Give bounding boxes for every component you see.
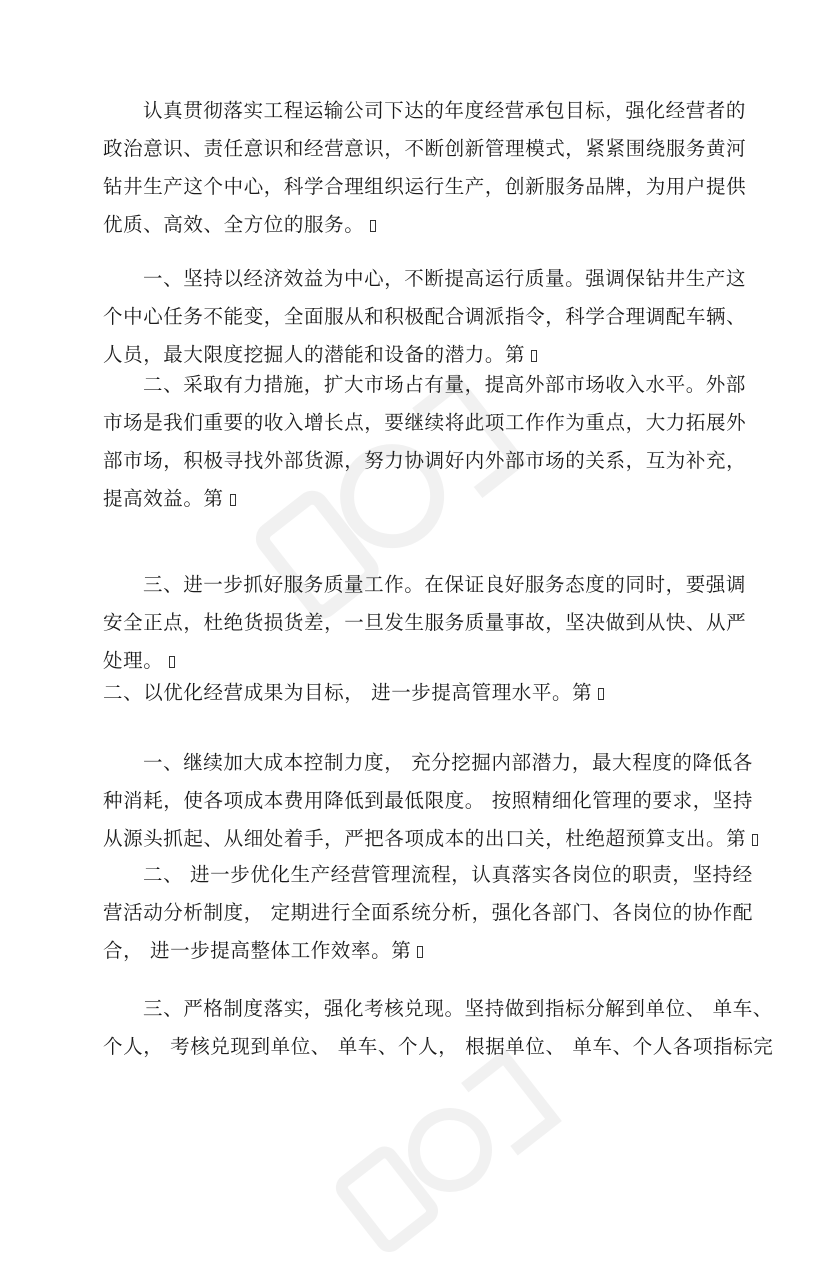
paragraph-1 xyxy=(103,92,747,244)
paragraph-7 xyxy=(103,856,753,970)
paragraph-line: 钻井生产这个中心，科学合理组织运行生产，创新服务品牌，为用户提供 xyxy=(103,175,747,198)
paragraph-line: 一、坚持以经济效益为中心，不断提高运行质量。强调保钻井生产这 xyxy=(143,267,747,290)
paragraph-line: 三、进一步抓好服务质量工作。在保证良好服务态度的同时，要强调 xyxy=(143,573,747,596)
paragraph-mark-icon xyxy=(417,946,423,958)
paragraph-line: 提高效益。第 xyxy=(103,480,743,518)
paragraph-line: 安全正点，杜绝货损货差，一旦发生服务质量事故，坚决做到从快、从严 xyxy=(103,611,747,634)
paragraph-line: 三、严格制度落实，强化考核兑现。坚持做到指标分解到单位、 单车、 xyxy=(143,997,773,1020)
paragraph-line: 种消耗，使各项成本费用降低到最低限度。 按照精细化管理的要求，坚持 xyxy=(103,789,753,812)
paragraph-3 xyxy=(103,366,747,518)
paragraph-8 xyxy=(103,990,774,1066)
paragraph-2 xyxy=(103,260,747,374)
paragraph-line: 处理。 xyxy=(103,642,743,680)
paragraph-mark-icon xyxy=(531,350,537,362)
paragraph-line: 合， 进一步提高整体工作效率。第 xyxy=(103,932,743,970)
paragraph-line: 从源头抓起、从细处着手，严把各项成本的出口关，杜绝超预算支出。第 xyxy=(103,820,743,858)
paragraph-line: 二、以优化经营成果为目标， 进一步提高管理水平。第 xyxy=(103,674,743,712)
paragraph-6 xyxy=(103,744,753,858)
section-heading xyxy=(103,674,743,712)
paragraph-line: 政治意识、责任意识和经营意识，不断创新管理模式，紧紧围绕服务黄河 xyxy=(103,137,747,160)
paragraph-line: 优质、高效、全方位的服务。 xyxy=(103,206,743,244)
paragraph-mark-icon xyxy=(230,494,236,506)
paragraph-line: 二、采取有力措施，扩大市场占有量，提高外部市场收入水平。外部 xyxy=(143,373,747,396)
paragraph-line: 个人， 考核兑现到单位、 单车、个人， 根据单位、 单车、个人各项指标完 xyxy=(103,1035,774,1058)
paragraph-line: 部市场，积极寻找外部货源，努力协调好内外部市场的关系，互为补充， xyxy=(103,449,747,472)
paragraph-line: 个中心任务不能变，全面服从和积极配合调派指令，科学合理调配车辆、 xyxy=(103,305,747,328)
paragraph-line: 一、继续加大成本控制力度， 充分挖掘内部潜力，最大程度的降低各 xyxy=(143,751,753,774)
paragraph-mark-icon xyxy=(169,656,175,668)
paragraph-line: 二、 进一步优化生产经营管理流程，认真落实各岗位的职责，坚持经 xyxy=(143,863,753,886)
paragraph-line: 人员，最大限度挖掘人的潜能和设备的潜力。第 xyxy=(103,336,743,374)
paragraph-mark-icon xyxy=(598,688,604,700)
paragraph-mark-icon xyxy=(752,834,758,846)
paragraph-line: 营活动分析制度， 定期进行全面系统分析，强化各部门、各岗位的协作配 xyxy=(103,901,753,924)
paragraph-4 xyxy=(103,566,747,680)
paragraph-line: 认真贯彻落实工程运输公司下达的年度经营承包目标，强化经营者的 xyxy=(143,99,747,122)
paragraph-mark-icon xyxy=(370,220,376,232)
paragraph-line: 市场是我们重要的收入增长点，要继续将此项工作作为重点，大力拓展外 xyxy=(103,411,747,434)
